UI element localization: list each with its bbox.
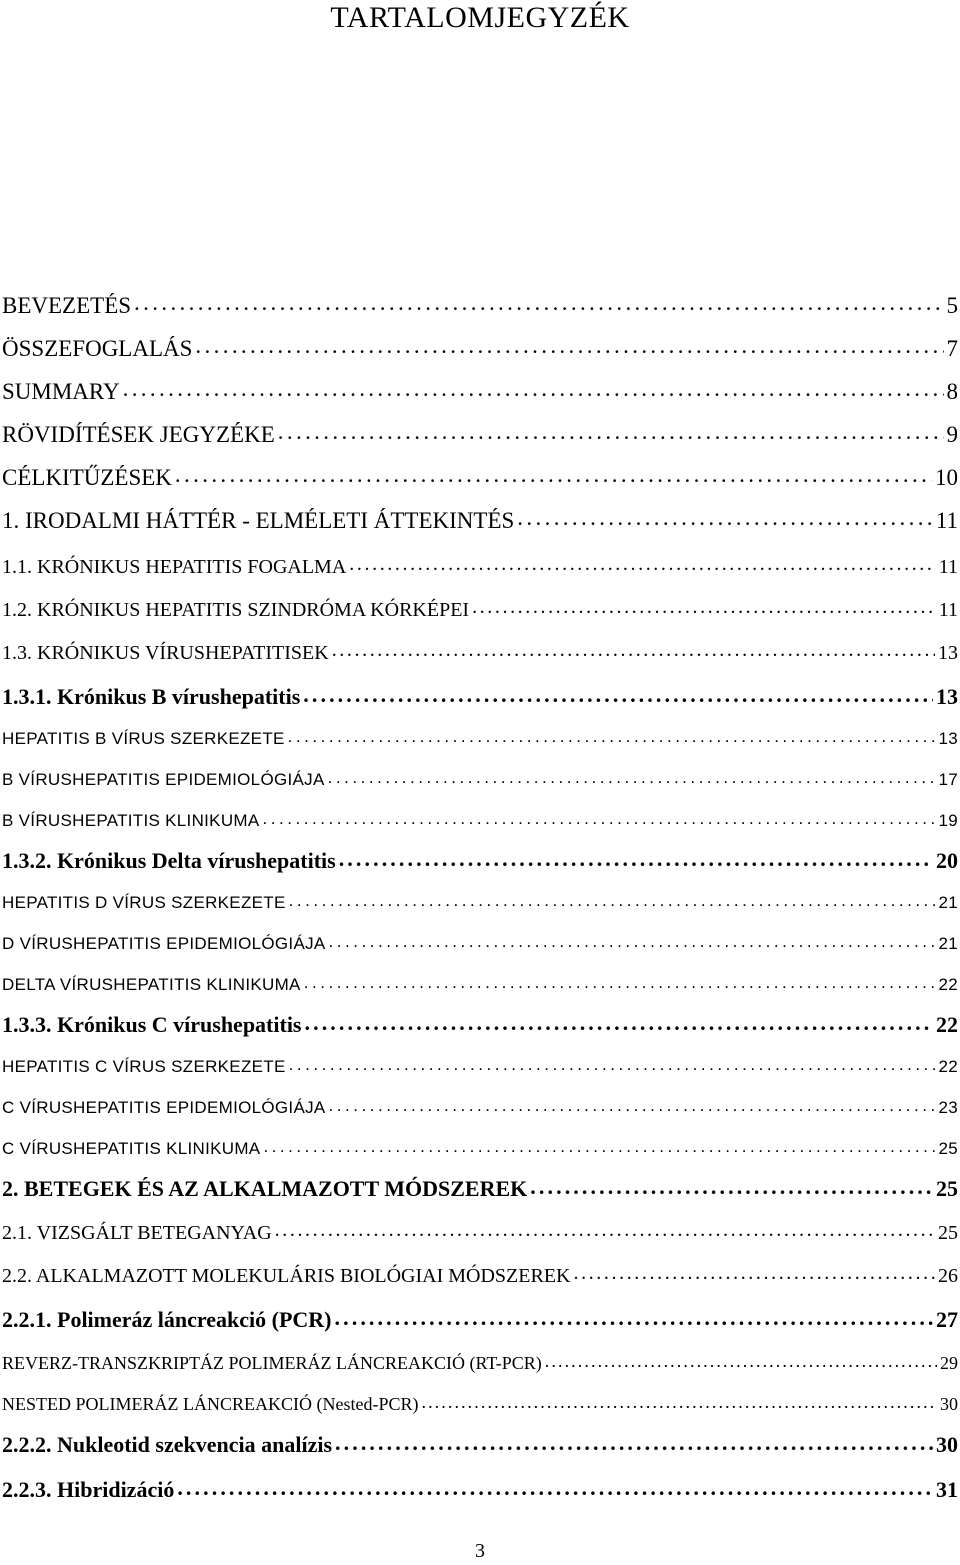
toc-entry-label: HEPATITIS B VÍRUS SZERKEZETE	[2, 729, 285, 748]
toc-entry-label: 2.2.1. Polimeráz láncreakció (PCR)	[2, 1307, 332, 1332]
dot-leader	[349, 553, 935, 573]
toc-entry-label: 1.3.1. Krónikus B vírushepatitis	[2, 684, 301, 709]
toc-entry[interactable]	[2, 1137, 958, 1159]
dot-leader	[329, 932, 936, 949]
toc-entry-label: SUMMARY	[2, 379, 120, 404]
dot-leader	[278, 419, 944, 442]
toc-entry-label: NESTED POLIMERÁZ LÁNCREAKCIÓ (Nested-PCR)	[2, 1394, 419, 1414]
toc-entry[interactable]	[2, 1351, 958, 1374]
dot-leader	[275, 1219, 935, 1239]
toc-entry[interactable]	[2, 727, 958, 749]
toc-entry[interactable]	[2, 846, 958, 874]
toc-entry[interactable]	[2, 376, 958, 405]
toc-entry-label: 1.3. KRÓNIKUS VÍRUSHEPATITISEK	[2, 642, 329, 664]
dot-leader	[175, 462, 932, 485]
toc-entry[interactable]	[2, 1219, 958, 1245]
toc-entry-label: 2.1. VIZSGÁLT BETEGANYAG	[2, 1222, 272, 1244]
toc-entry[interactable]	[2, 639, 958, 665]
toc-entry[interactable]	[2, 768, 958, 790]
toc-entry-page: 13	[938, 729, 958, 748]
toc-entry-label: 1.1. KRÓNIKUS HEPATITIS FOGALMA	[2, 556, 347, 578]
toc-entry-label: DELTA VÍRUSHEPATITIS KLINIKUMA	[2, 975, 301, 994]
dot-leader	[305, 1010, 934, 1032]
dot-leader	[339, 846, 933, 868]
toc-entry-page: 21	[938, 893, 958, 912]
toc-entry-label: RÖVIDÍTÉSEK JEGYZÉKE	[2, 422, 275, 447]
toc-entry-label: BEVEZETÉS	[2, 293, 132, 318]
page-number: 3	[475, 1540, 485, 1562]
toc-entry-label: HEPATITIS C VÍRUS SZERKEZETE	[2, 1057, 286, 1076]
dot-leader	[517, 505, 933, 528]
toc-entry-page: 26	[938, 1265, 958, 1287]
page-title: TARTALOMJEGYZÉK	[330, 1, 630, 34]
toc-entry[interactable]	[2, 333, 958, 362]
toc-entry[interactable]	[2, 1475, 958, 1503]
dot-leader	[329, 1096, 936, 1113]
toc-entry[interactable]	[2, 553, 958, 579]
toc-entry-page: 22	[936, 1012, 958, 1037]
toc-entry[interactable]	[2, 1430, 958, 1458]
toc-entry-page: 10	[935, 465, 958, 490]
dot-leader	[328, 768, 936, 785]
dot-leader	[263, 809, 936, 826]
toc-entry-page: 23	[938, 1098, 958, 1117]
dot-leader	[421, 1392, 937, 1410]
dot-leader	[123, 376, 944, 399]
toc-entry[interactable]	[2, 1174, 958, 1202]
toc-entry[interactable]	[2, 809, 958, 831]
toc-entry-label: 2.2. ALKALMAZOTT MOLEKULÁRIS BIOLÓGIAI MÓDSZEREK	[2, 1265, 571, 1287]
toc-entry[interactable]	[2, 596, 958, 622]
dot-leader	[335, 1430, 933, 1452]
toc-entry-page: 25	[938, 1222, 958, 1244]
toc-entry[interactable]	[2, 891, 958, 913]
toc-entry[interactable]	[2, 419, 958, 448]
toc-entry-page: 9	[946, 422, 958, 447]
toc-entry-label: C VÍRUSHEPATITIS KLINIKUMA	[2, 1139, 261, 1158]
toc-entry-label: 2.2.3. Hibridizáció	[2, 1477, 175, 1502]
toc-entry[interactable]	[2, 682, 958, 710]
toc-entry[interactable]	[2, 932, 958, 954]
toc-entry[interactable]	[2, 505, 958, 534]
dot-leader	[177, 1475, 933, 1497]
dot-leader	[545, 1351, 937, 1369]
toc-entry[interactable]	[2, 1392, 958, 1415]
toc-entry-label: D VÍRUSHEPATITIS EPIDEMIOLÓGIÁJA	[2, 934, 326, 953]
dot-leader	[263, 1137, 935, 1154]
toc-entry-page: 19	[938, 811, 958, 830]
toc-entry-page: 22	[938, 975, 958, 994]
dot-leader	[304, 973, 936, 990]
dot-leader	[530, 1174, 933, 1196]
toc-entry-label: 2. BETEGEK ÉS AZ ALKALMAZOTT MÓDSZEREK	[2, 1176, 528, 1201]
toc-entry-label: C VÍRUSHEPATITIS EPIDEMIOLÓGIÁJA	[2, 1098, 326, 1117]
toc-entry-page: 31	[936, 1477, 958, 1502]
toc-entry-page: 11	[938, 556, 958, 578]
dot-leader	[195, 333, 943, 356]
toc-entry-page: 13	[936, 684, 958, 709]
dot-leader	[288, 727, 936, 744]
toc-entry-label: REVERZ-TRANSZKRIPTÁZ POLIMERÁZ LÁNCREAKCIÓ (RT-PCR)	[2, 1353, 542, 1373]
toc-entry-page: 25	[938, 1139, 958, 1158]
toc-entry-label: 1. IRODALMI HÁTTÉR - ELMÉLETI ÁTTEKINTÉS	[2, 508, 515, 533]
toc-entry[interactable]	[2, 462, 958, 491]
dot-leader	[332, 639, 935, 659]
toc-entry-page: 21	[938, 934, 958, 953]
toc-entry[interactable]	[2, 973, 958, 995]
toc-entry-label: B VÍRUSHEPATITIS KLINIKUMA	[2, 811, 260, 830]
toc-entry[interactable]	[2, 1055, 958, 1077]
toc-entry-page: 27	[936, 1307, 958, 1332]
dot-leader	[303, 682, 933, 704]
toc-entry-page: 17	[938, 770, 958, 789]
toc-entry-label: 1.3.3. Krónikus C vírushepatitis	[2, 1012, 302, 1037]
toc-entry-label: CÉLKITŰZÉSEK	[2, 465, 172, 490]
toc-entry[interactable]	[2, 1010, 958, 1038]
toc-entry-label: 1.3.2. Krónikus Delta vírushepatitis	[2, 848, 336, 873]
toc-entry-page: 13	[938, 642, 958, 664]
dot-leader	[289, 891, 936, 908]
dot-leader	[574, 1262, 936, 1282]
toc-entry-label: HEPATITIS D VÍRUS SZERKEZETE	[2, 893, 286, 912]
dot-leader	[289, 1055, 936, 1072]
toc-entry-label: 2.2.2. Nukleotid szekvencia analízis	[2, 1432, 333, 1457]
toc-entry-page: 11	[935, 508, 958, 533]
toc-entry-label: 1.2. KRÓNIKUS HEPATITIS SZINDRÓMA KÓRKÉPEI	[2, 599, 470, 621]
dot-leader	[134, 290, 943, 313]
toc-entry-page: 30	[940, 1394, 958, 1414]
toc-entry-page: 7	[946, 336, 958, 361]
dot-leader	[472, 596, 936, 616]
toc-entry-label: B VÍRUSHEPATITIS EPIDEMIOLÓGIÁJA	[2, 770, 325, 789]
toc-entry-page: 25	[936, 1176, 958, 1201]
dot-leader	[335, 1305, 933, 1327]
toc-entry-page: 5	[946, 293, 958, 318]
toc-entry[interactable]	[2, 1305, 958, 1333]
toc-entry[interactable]	[2, 1262, 958, 1288]
toc-entry-page: 22	[938, 1057, 958, 1076]
toc-entry-page: 8	[946, 379, 958, 404]
toc-entry-page: 20	[936, 848, 958, 873]
toc-entry-page: 11	[938, 599, 958, 621]
toc-entry[interactable]	[2, 290, 958, 319]
toc-entry[interactable]	[2, 1096, 958, 1118]
toc-entry-page: 29	[940, 1353, 958, 1373]
toc-entry-label: ÖSSZEFOGLALÁS	[2, 336, 193, 361]
toc-entry-page: 30	[936, 1432, 958, 1457]
